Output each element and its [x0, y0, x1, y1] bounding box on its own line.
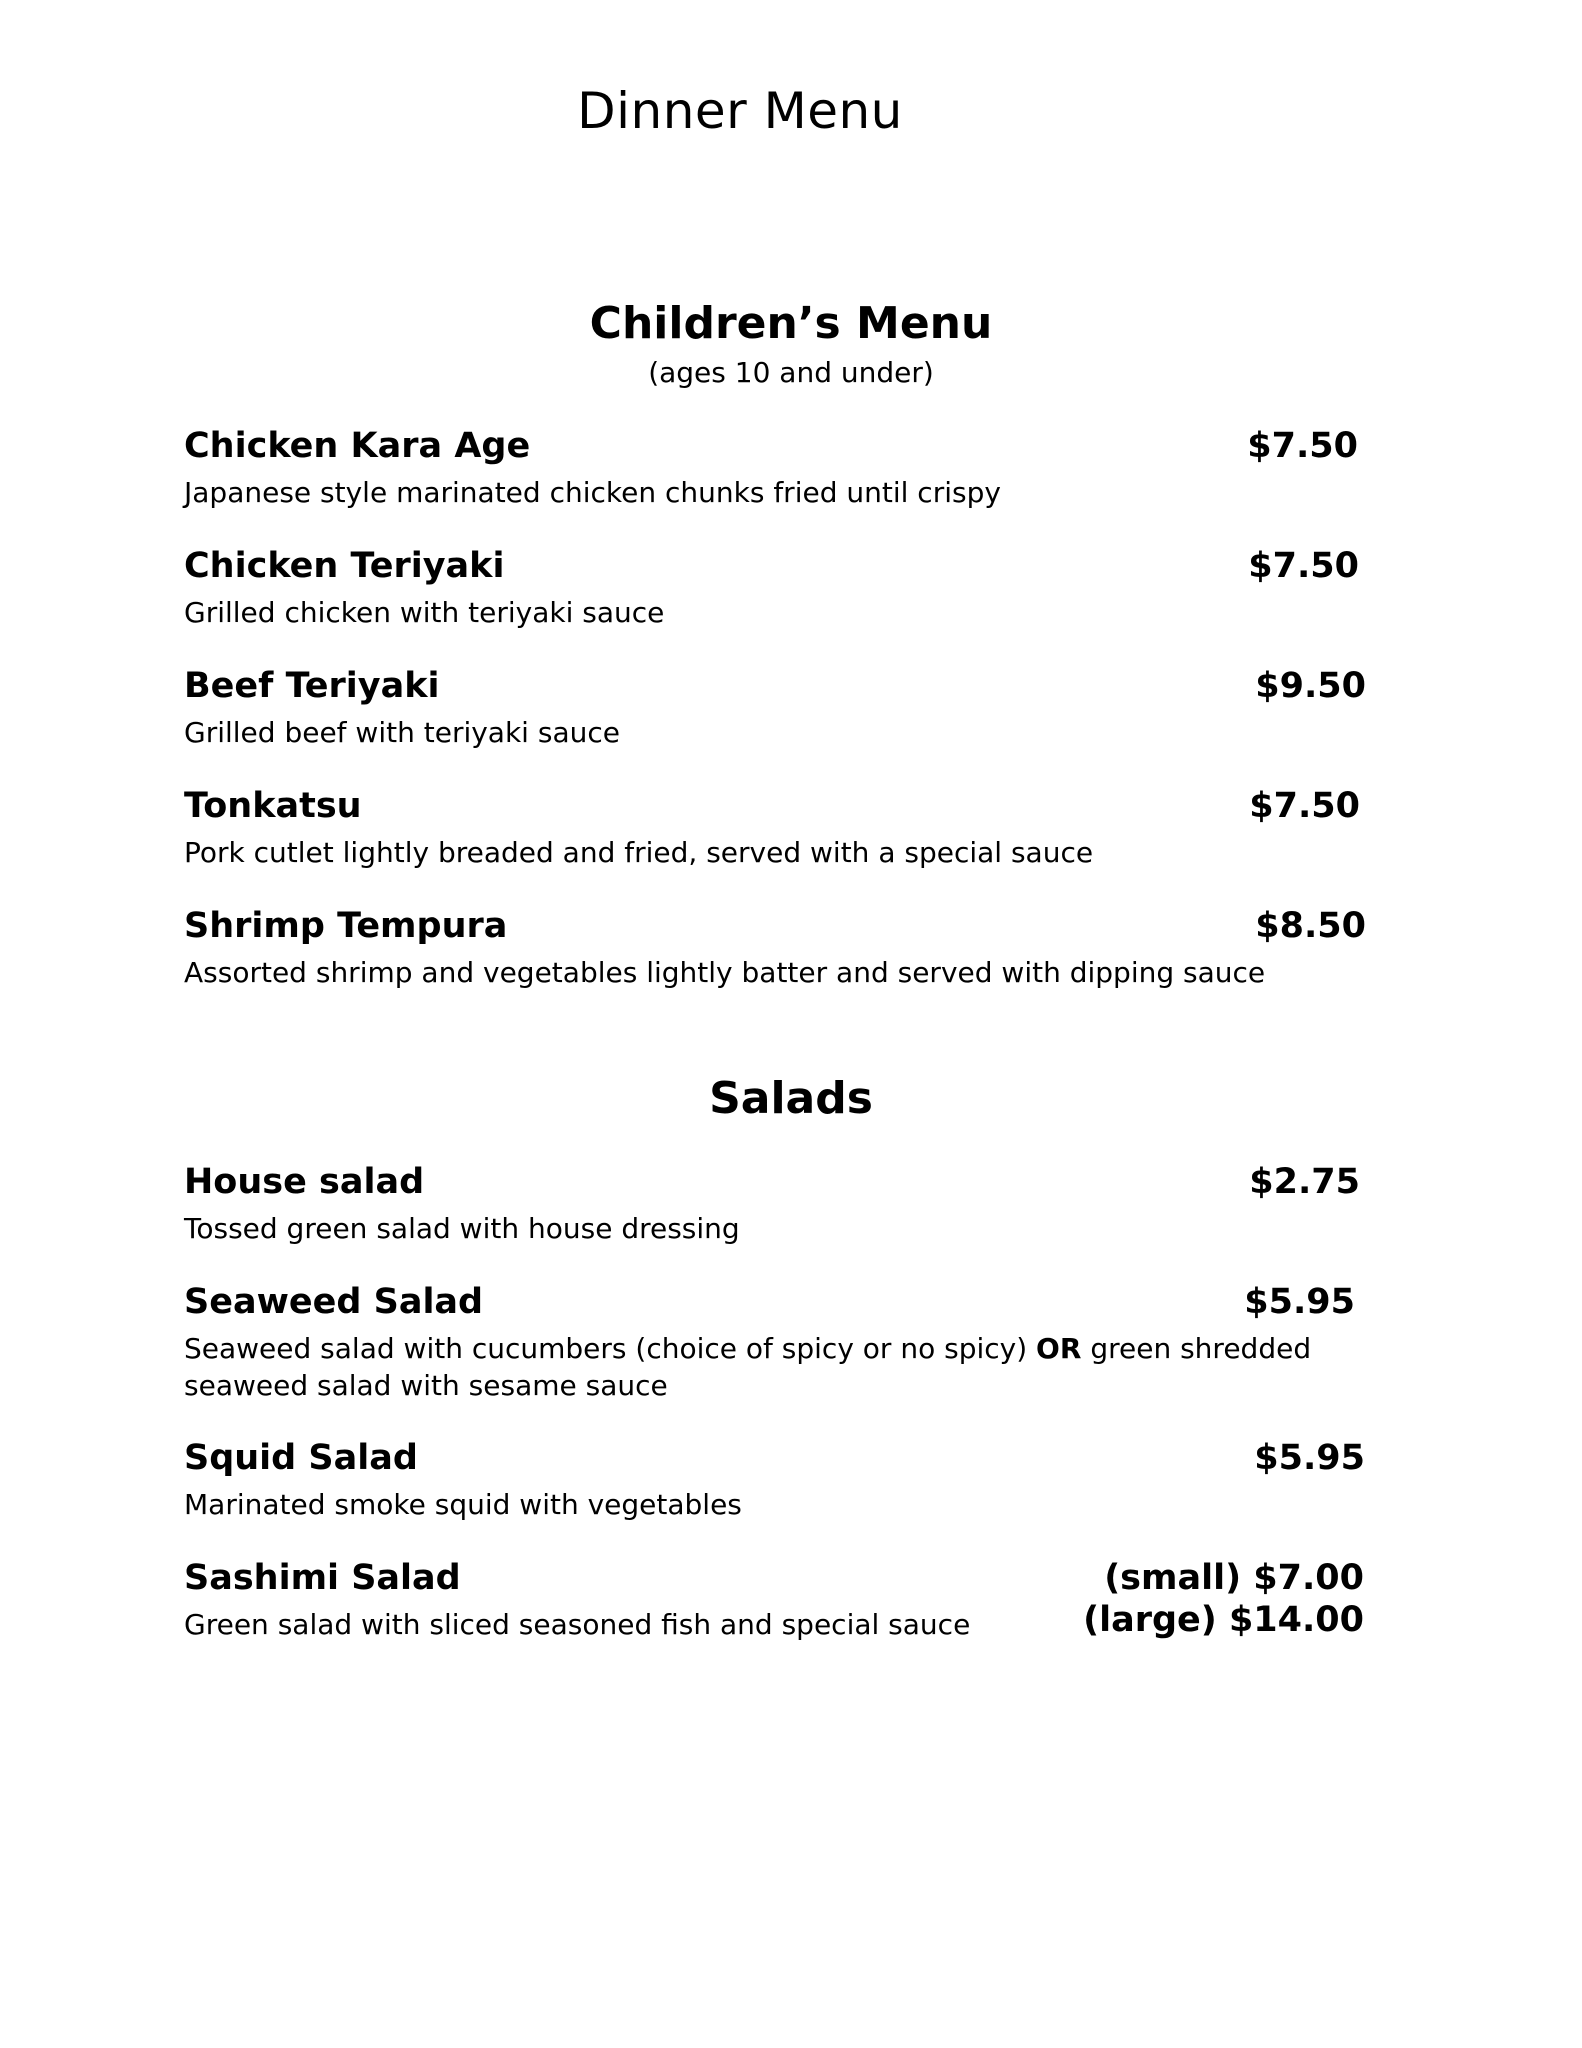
item-name: Seaweed Salad: [184, 1282, 484, 1322]
salads-heading: Salads: [709, 1073, 873, 1124]
menu-item: [184, 1438, 1364, 1523]
item-name: House salad: [184, 1162, 425, 1202]
item-name: Beef Teriyaki: [184, 666, 440, 706]
menu-item: [184, 1558, 1364, 1643]
childrens-menu-subheading: (ages 10 and under): [648, 356, 934, 389]
item-name: Tonkatsu: [184, 786, 362, 826]
item-name: Chicken Kara Age: [184, 426, 531, 466]
item-description: Grilled chicken with teriyaki sauce: [184, 596, 665, 629]
item-price: $7.50: [1247, 426, 1358, 466]
item-description: Grilled beef with teriyaki sauce: [184, 716, 620, 749]
item-name: Squid Salad: [184, 1438, 418, 1478]
item-name: Shrimp Tempura: [184, 906, 508, 946]
item-price: $7.50: [1248, 546, 1359, 586]
item-price: $5.95: [1244, 1282, 1355, 1322]
item-price-large: (large) $14.00: [1083, 1600, 1364, 1640]
item-price: $5.95: [1254, 1438, 1365, 1478]
item-name: Sashimi Salad: [184, 1558, 461, 1598]
item-description: [184, 1330, 1364, 1367]
item-description: Tossed green salad with house dressing: [184, 1212, 740, 1245]
item-description-line2: seaweed salad with sesame sauce: [184, 1369, 668, 1402]
item-description-emphasis: OR: [1036, 1332, 1082, 1365]
menu-item: [184, 546, 1364, 631]
item-price: $7.50: [1249, 786, 1360, 826]
menu-item: [184, 906, 1364, 991]
item-description-text: green shredded: [1081, 1332, 1312, 1365]
item-description: Pork cutlet lightly breaded and fried, served with a special sauce: [184, 836, 1094, 869]
childrens-menu-heading: Children’s Menu: [589, 298, 993, 349]
menu-item: [184, 1282, 1364, 1404]
menu-item: [184, 426, 1364, 511]
menu-item: [184, 1162, 1364, 1247]
item-description-text: Seaweed salad with cucumbers (choice of spicy or no spicy): [184, 1332, 1037, 1365]
item-name: Chicken Teriyaki: [184, 546, 505, 586]
item-description-text: Green salad with sliced seasoned fish and special sauce: [184, 1608, 971, 1641]
item-description: Marinated smoke squid with vegetables: [184, 1488, 742, 1521]
item-price: $9.50: [1255, 666, 1366, 706]
menu-item: [184, 786, 1364, 871]
item-description: Japanese style marinated chicken chunks fried until crispy: [184, 476, 1001, 509]
item-description: Assorted shrimp and vegetables lightly batter and served with dipping sauce: [184, 956, 1266, 989]
item-description: [184, 1600, 1364, 1643]
item-price: $2.75: [1249, 1162, 1360, 1202]
page-title: Dinner Menu: [577, 82, 903, 140]
item-price-small: (small) $7.00: [1104, 1558, 1364, 1598]
item-price: $8.50: [1255, 906, 1366, 946]
menu-item: [184, 666, 1364, 751]
